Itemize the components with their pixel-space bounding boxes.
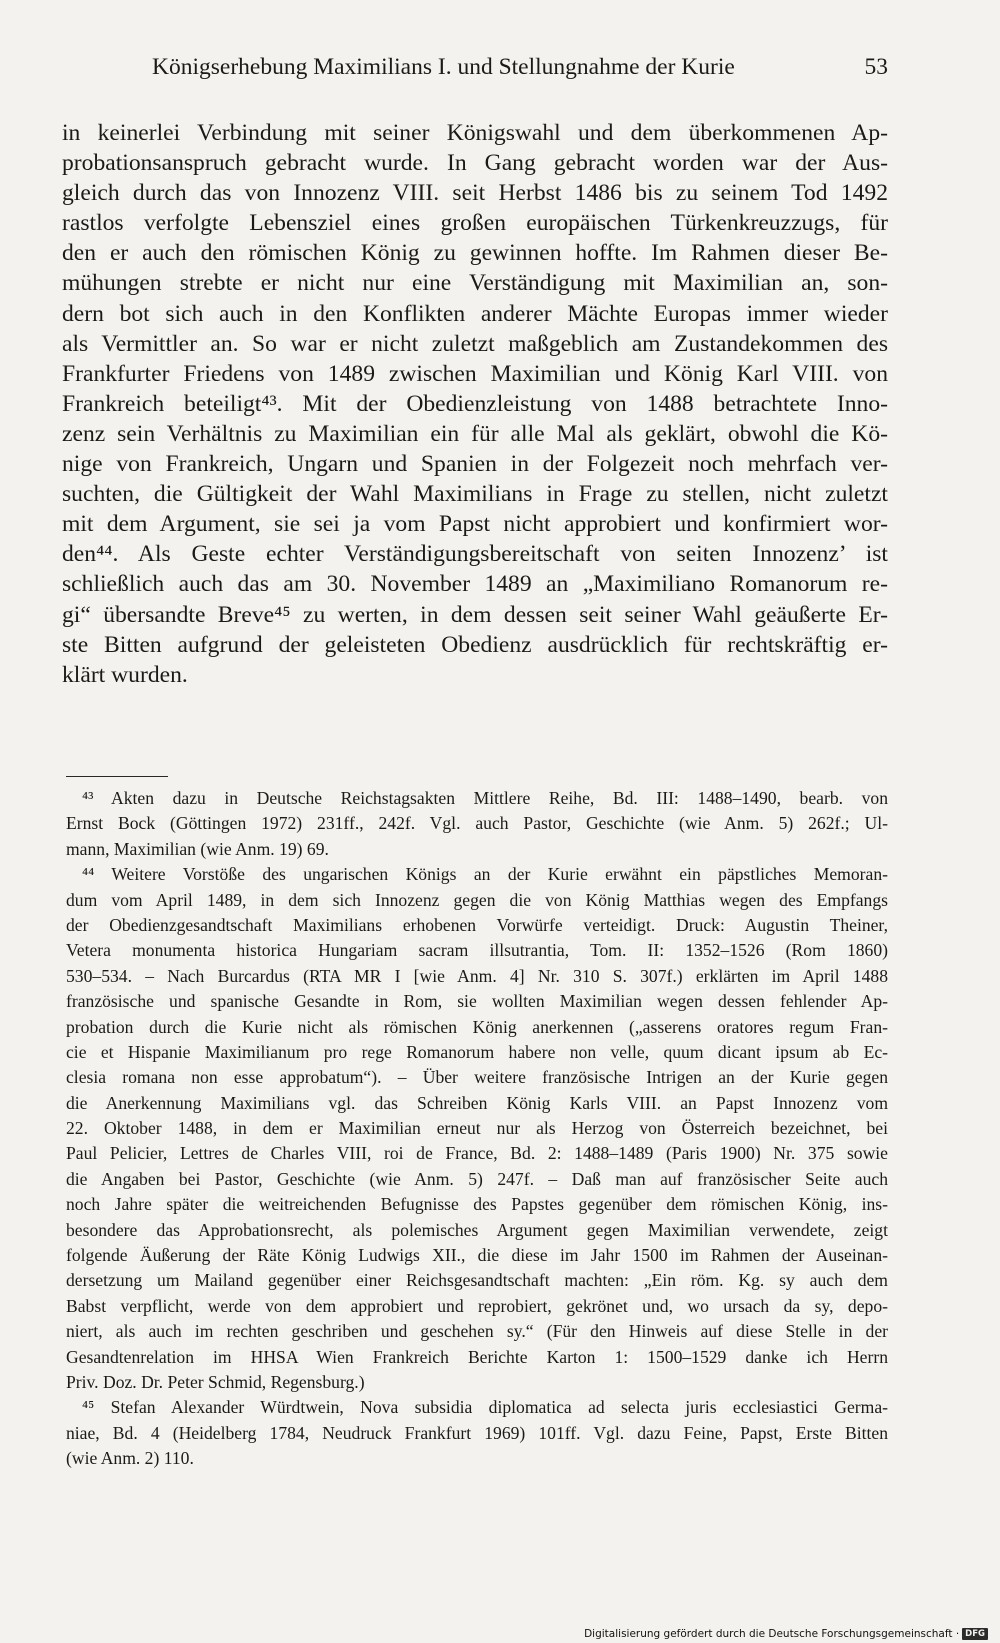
funding-text: Digitalisierung gefördert durch die Deutsche Forschungsgemeinschaft · (584, 1628, 960, 1640)
funding-note (584, 1627, 988, 1641)
body-line: rastlos verfolgte Lebensziel eines großen europäischen Türkenkreuzzugs, für (62, 210, 888, 237)
dfg-logo: DFG (962, 1628, 988, 1640)
footnote-line: dum vom April 1489, in dem sich Innozenz gegen die von König Matthias wegen des Empfangs (66, 889, 888, 910)
body-line: mit dem Argument, sie sei ja vom Papst nicht approbiert und konfirmiert wor- (62, 511, 888, 538)
body-line: schließlich auch das am 30. November 1489 an „Maximiliano Romanorum re- (62, 571, 888, 598)
body-line: den⁴⁴. Als Geste echter Verständigungsbereitschaft von seiten Innozenz’ ist (62, 541, 888, 568)
body-line: gi“ übersandte Breve⁴⁵ zu werten, in dem dessen seit seiner Wahl geäußerte Er- (62, 601, 888, 628)
footnote-line: Vetera monumenta historica Hungariam sacram illsutrantia, Tom. II: 1352–1526 (Rom 1860) (66, 940, 888, 961)
body-line: dern bot sich auch in den Konflikten anderer Mächte Europas immer wieder (62, 300, 888, 327)
footnotes (66, 786, 888, 1472)
footnote-line: niert, als auch im rechten geschriben und geschehen sy.“ (Für den Hinweis auf diese Stelle in der (66, 1321, 888, 1342)
main-text (62, 118, 888, 690)
body-line: probationsanspruch gebracht wurde. In Gang gebracht worden war der Aus- (62, 150, 888, 177)
footnote-line: (wie Anm. 2) 110. (66, 1448, 194, 1469)
footnote-line: ⁴³ Akten dazu in Deutsche Reichstagsakten Mittlere Reihe, Bd. III: 1488–1490, bearb. von (82, 788, 888, 808)
footnote-line: besondere das Approbationsrecht, als polemisches Argument gegen Maximilian verwendete, zeigt (66, 1219, 888, 1240)
page-number: 53 (864, 54, 888, 80)
body-line: Frankfurter Friedens von 1489 zwischen Maximilian und König Karl VIII. von (62, 360, 888, 387)
footnote-line: Priv. Doz. Dr. Peter Schmid, Regensburg.) (66, 1371, 365, 1392)
body-line: mühungen strebte er nicht nur eine Verständigung mit Maximilian an, son- (62, 270, 888, 297)
footnote-line: ⁴⁵ Stefan Alexander Würdtwein, Nova subsidia diplomatica ad selecta juris ecclesiastici Germa- (82, 1397, 888, 1418)
body-line: als Vermittler an. So war er nicht zuletzt maßgeblich am Zustandekommen des (62, 330, 888, 357)
footnote-line: die Anerkennung Maximilians vgl. das Schreiben König Karls VIII. an Papst Innozenz vom (66, 1092, 888, 1113)
body-line: Frankreich beteiligt⁴³. Mit der Obedienzleistung von 1488 betrachtete Inno- (62, 390, 888, 417)
footnote-line: 22. Oktober 1488, in dem er Maximilian erneut nur als Herzog von Österreich bezeichnet, bei (66, 1118, 888, 1139)
footnote-line: 530–534. – Nach Burcardus (RTA MR I [wie Anm. 4] Nr. 310 S. 307f.) erklärten im April 1488 (66, 965, 888, 986)
running-title: Königserhebung Maximilians I. und Stellungnahme der Kurie (152, 54, 735, 80)
body-line: den er auch den römischen König zu gewinnen hoffte. Im Rahmen dieser Be- (62, 240, 888, 267)
footnote-line: Ernst Bock (Göttingen 1972) 231ff., 242f. Vgl. auch Pastor, Geschichte (wie Anm. 5) 262f.; Ul- (66, 813, 888, 834)
body-line: suchten, die Gültigkeit der Wahl Maximilians in Frage zu stellen, nicht zuletzt (62, 481, 888, 508)
footnote-line: der Obedienzgesandtschaft Maximilians erhobenen Vorwürfe verteidigt. Druck: Augustin Theiner, (66, 914, 888, 935)
body-line: ste Bitten aufgrund der geleisteten Obedienz ausdrücklich für rechtskräftig er- (62, 631, 888, 658)
footnote-separator (66, 776, 168, 777)
footnote-line: Paul Pelicier, Lettres de Charles VIII, roi de France, Bd. 2: 1488–1489 (Paris 1900) Nr. 375 sowie (66, 1143, 888, 1164)
footnote-line: folgende Äußerung der Räte König Ludwigs XII., die diese im Jahr 1500 im Rahmen der Auseinan- (66, 1245, 888, 1266)
footnote-line: Gesandtenrelation im HHSA Wien Frankreich Berichte Karton 1: 1500–1529 danke ich Herrn (66, 1346, 888, 1367)
footnote-line: Babst verpflicht, werde von dem approbiert und reprobiert, gekrönet und, wo ursach da sy, depo- (66, 1295, 888, 1316)
footnote-line: noch Jahre später die weitreichenden Befugnisse des Papstes gegenüber dem römischen König, ins- (66, 1194, 888, 1215)
footnote-line: probation durch die Kurie nicht als römischen König anerkennen („asserens oratores regum Fran- (66, 1016, 888, 1037)
footnote-line: mann, Maximilian (wie Anm. 19) 69. (66, 838, 329, 859)
body-line: klärt wurden. (62, 661, 188, 688)
body-line: gleich durch das von Innozenz VIII. seit Herbst 1486 bis zu seinem Tod 1492 (62, 180, 888, 207)
footnote-line: französische und spanische Gesandte in Rom, sie wollten Maximilian wegen dessen fehlender Ap- (66, 991, 888, 1012)
footnote-line: cie et Hispanie Maximilianum pro rege Romanorum habere non velle, quum dicant ipsum ab Ec- (66, 1041, 888, 1062)
body-line: nige von Frankreich, Ungarn und Spanien in der Folgezeit noch mehrfach ver- (62, 451, 888, 478)
body-line: zenz sein Verhältnis zu Maximilian ein für alle Mal als geklärt, obwohl die Kö- (62, 420, 888, 447)
footnote-line: niae, Bd. 4 (Heidelberg 1784, Neudruck Frankfurt 1969) 101ff. Vgl. dazu Feine, Papst, Erste Bitten (66, 1422, 888, 1443)
footnote-line: die Angaben bei Pastor, Geschichte (wie Anm. 5) 247f. – Daß man auf französischer Seite auch (66, 1168, 888, 1189)
footnote-line: ⁴⁴ Weitere Vorstöße des ungarischen Königs an der Kurie erwähnt ein päpstliches Memoran- (82, 864, 888, 885)
footnote-line: dersetzung um Mailand gegenüber einer Reichsgesandtschaft machten: „Ein röm. Kg. sy auch dem (66, 1270, 888, 1291)
body-line: in keinerlei Verbindung mit seiner Königswahl und dem überkommenen Ap- (62, 120, 888, 146)
footnote-line: clesia romana non esse approbatum“). – Über weitere französische Intrigen an der Kurie gegen (66, 1067, 888, 1088)
